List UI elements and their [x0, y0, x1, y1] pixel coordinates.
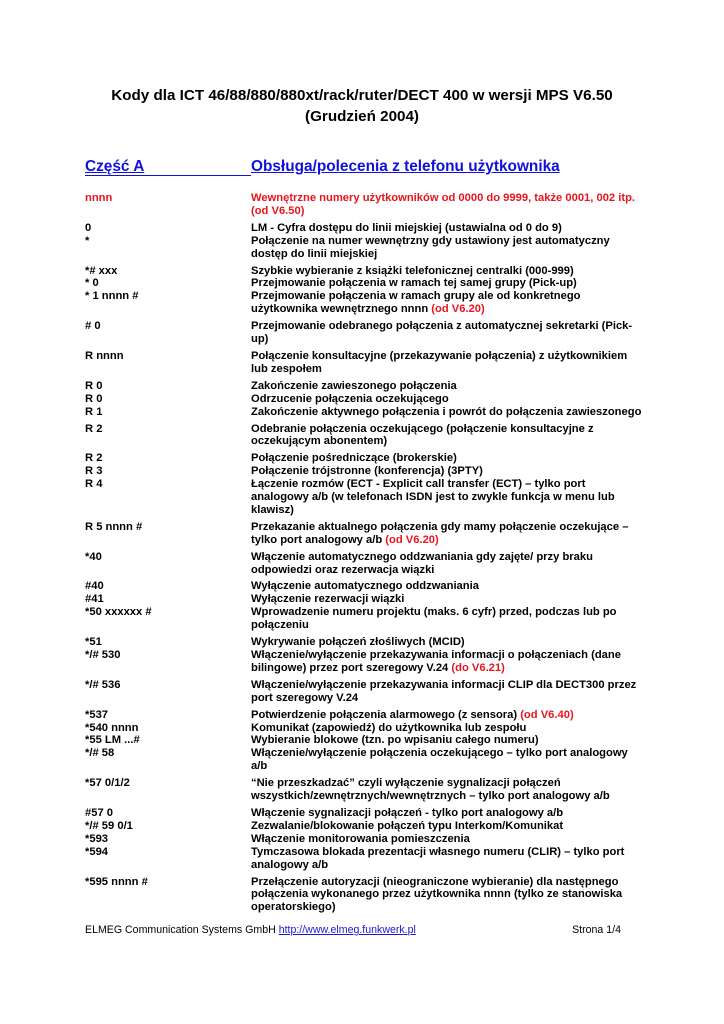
- row-description-text: Połączenie pośredniczące (brokerskie): [251, 452, 457, 465]
- row-code: */# 58: [85, 747, 115, 760]
- table-row: [85, 679, 645, 705]
- row-code: #40: [85, 580, 104, 593]
- table-row: [85, 277, 645, 290]
- row-code: *537: [85, 708, 109, 721]
- row-description-text: Szybkie wybieranie z książki telefonicznej centralki (000-999): [251, 264, 574, 277]
- row-description-text: Wprowadzenie numeru projektu (maks. 6 cyfr) przed, podczas lub po połączeniu: [251, 606, 617, 632]
- row-code: R 0: [85, 392, 103, 405]
- codes-table: [85, 192, 645, 914]
- title-line-1: Kody dla ICT 46/88/880/880xt/rack/ruter/DECT 400 w wersji MPS V6.50: [111, 87, 613, 104]
- row-description-text: Przejmowanie połączenia w ramach grupy ale od konkretnego użytkownika wewnętrznego nnnn: [251, 290, 581, 316]
- row-description: [251, 192, 645, 218]
- version-note: (od V6.20): [385, 533, 439, 546]
- table-row: [85, 380, 645, 393]
- table-row: [85, 265, 645, 278]
- row-code: */# 536: [85, 678, 121, 691]
- table-row: [85, 722, 645, 735]
- row-code: *55 LM ...#: [85, 734, 140, 747]
- row-code: #41: [85, 593, 104, 606]
- row-description: [251, 649, 645, 675]
- row-code: *540 nnnn: [85, 721, 139, 734]
- row-description: [251, 423, 645, 449]
- row-description: [251, 709, 645, 722]
- row-code: * 0: [85, 277, 99, 290]
- table-row: [85, 222, 645, 235]
- row-code: 0: [85, 221, 92, 234]
- row-description: [251, 393, 645, 406]
- table-row: [85, 593, 645, 606]
- row-description: [251, 452, 645, 465]
- row-code: R 2: [85, 422, 103, 435]
- version-note: (do V6.21): [451, 661, 505, 674]
- table-row: [85, 747, 645, 773]
- row-code: *595 nnnn #: [85, 875, 148, 888]
- table-row: [85, 636, 645, 649]
- row-description-text: Przekazanie aktualnego połączenia gdy mamy połączenie oczekujące – tylko port analogowy a/b: [251, 520, 629, 546]
- row-description: [251, 235, 645, 261]
- row-code: R nnnn: [85, 349, 124, 362]
- table-row: [85, 192, 645, 218]
- row-description-text: Wyłączenie automatycznego oddzwaniania: [251, 580, 479, 593]
- row-description-text: Łączenie rozmów (ECT - Explicit call transfer (ECT) – tylko port analogowy a/b (w telefonach ISDN jest to zwykle funkcja w menu lub klawisz): [251, 478, 615, 516]
- row-description: [251, 478, 645, 517]
- table-row: [85, 423, 645, 449]
- row-description: [251, 593, 645, 606]
- table-row: [85, 820, 645, 833]
- row-description: [251, 777, 645, 803]
- row-description: [251, 747, 645, 773]
- row-code: * 1 nnnn #: [85, 290, 139, 303]
- row-description-text: Tymczasowa blokada prezentacji własnego numeru (CLIR) – tylko port analogowy a/b: [251, 845, 625, 871]
- row-description-text: Włączenie/wyłączenie przekazywania informacji o połączeniach (dane bilingowe) przez port szeregowy V.24: [251, 649, 621, 674]
- row-code: R 5 nnnn #: [85, 520, 143, 533]
- row-code: R 4: [85, 478, 103, 491]
- row-code: R 0: [85, 379, 103, 392]
- row-code: *40: [85, 550, 102, 563]
- row-code: R 3: [85, 465, 103, 478]
- row-description: [251, 606, 645, 632]
- row-description-text: Odrzucenie połączenia oczekującego: [251, 392, 449, 405]
- table-row: [85, 235, 645, 261]
- row-description: [251, 580, 645, 593]
- row-description-text: “Nie przeszkadzać” czyli wyłączenie sygnalizacji połączeń wszystkich/zewnętrznych/wewnętrznych – tylko port analogowy a/b: [251, 777, 610, 803]
- row-description: [251, 636, 645, 649]
- table-row: [85, 478, 645, 517]
- row-code: nnnn: [85, 192, 113, 204]
- table-row: [85, 521, 645, 547]
- row-description: [251, 876, 645, 915]
- row-description: [251, 846, 645, 872]
- row-description-text: Włączenie sygnalizacji połączeń - tylko port analogowy a/b: [251, 806, 564, 819]
- table-row: [85, 393, 645, 406]
- row-code: *593: [85, 832, 109, 845]
- row-description: [251, 320, 645, 346]
- row-code: *51: [85, 636, 102, 649]
- table-row: [85, 876, 645, 915]
- row-description-text: Zakończenie aktywnego połączenia i powrót do połączenia zawieszonego: [251, 405, 642, 418]
- row-description: [251, 807, 645, 820]
- footer-url-link[interactable]: http://www.elmeg.funkwerk.pl: [278, 924, 416, 936]
- row-code: *594: [85, 845, 109, 858]
- row-description: [251, 820, 645, 833]
- table-row: [85, 846, 645, 872]
- table-row: [85, 320, 645, 346]
- table-row: [85, 290, 645, 316]
- row-description-text: Komunikat (zapowiedź) do użytkownika lub zespołu: [251, 721, 527, 734]
- row-description: [251, 380, 645, 393]
- row-description-text: Przejmowanie połączenia w ramach tej samej grupy (Pick-up): [251, 277, 577, 290]
- row-code: *57 0/1/2: [85, 777, 130, 790]
- version-note: (od V6.20): [431, 303, 485, 316]
- row-code: */# 530: [85, 649, 121, 661]
- table-row: [85, 580, 645, 593]
- section-heading: [85, 158, 639, 178]
- section-part-label: Część A: [85, 158, 145, 175]
- row-description-text: Odebranie połączenia oczekującego (połączenie konsultacyjne z oczekującym abonentem): [251, 422, 594, 448]
- row-code: R 1: [85, 405, 103, 418]
- row-description-text: Wyłączenie rezerwacji wiązki: [251, 593, 405, 606]
- footer-page-number: Strona 1/4: [572, 924, 621, 936]
- row-description-text: Włączenie/wyłączenie przekazywania informacji CLIP dla DECT300 przez port szeregowy V.24: [251, 678, 637, 704]
- section-underline: [85, 175, 251, 176]
- row-description-text: Zakończenie zawieszonego połączenia: [251, 379, 457, 392]
- table-row: [85, 649, 645, 675]
- table-row: [85, 734, 645, 747]
- row-description-text: Włączenie/wyłączenie połączenia oczekującego – tylko port analogowy a/b: [251, 747, 628, 773]
- table-row: [85, 350, 645, 376]
- row-description-text: Zezwalanie/blokowanie połączeń typu Interkom/Komunikat: [251, 819, 564, 832]
- row-description: [251, 734, 645, 747]
- footer-company-name: ELMEG Communication Systems GmbH: [85, 924, 279, 936]
- table-row: [85, 452, 645, 465]
- version-note: (od V6.40): [520, 708, 574, 721]
- row-description-text: Połączenie trójstronne (konferencja) (3PTY): [251, 465, 483, 478]
- row-description-text: Wybieranie blokowe (tzn. po wpisaniu całego numeru): [251, 734, 539, 747]
- row-code: *: [85, 234, 90, 247]
- row-description: [251, 679, 645, 705]
- section-description: Obsługa/polecenia z telefonu użytkownika: [251, 158, 560, 175]
- table-row: [85, 406, 645, 419]
- table-row: [85, 833, 645, 846]
- row-description-text: Potwierdzenie połączenia alarmowego (z sensora): [251, 708, 521, 721]
- table-row: [85, 777, 645, 803]
- row-description-text: LM - Cyfra dostępu do linii miejskiej (ustawialna od 0 do 9): [251, 221, 562, 234]
- row-description: [251, 722, 645, 735]
- row-description: [251, 465, 645, 478]
- table-row: [85, 551, 645, 577]
- row-description: [251, 265, 645, 278]
- row-code: */# 59 0/1: [85, 819, 133, 832]
- title-line-2: (Grudzień 2004): [305, 108, 419, 125]
- row-description: [251, 551, 645, 577]
- row-description-text: Włączenie automatycznego oddzwaniania gdy zajęte/ przy braku odpowiedzi oraz rezerwacja wiązki: [251, 550, 593, 576]
- table-row: [85, 807, 645, 820]
- row-description-text: Włączenie monitorowania pomieszczenia: [251, 832, 470, 845]
- row-description: [251, 406, 645, 419]
- row-code: # 0: [85, 320, 101, 333]
- row-description: [251, 350, 645, 376]
- row-description: [251, 290, 645, 316]
- row-code: #57 0: [85, 806, 113, 819]
- row-description: [251, 277, 645, 290]
- row-code: *50 xxxxxx #: [85, 606, 152, 619]
- row-description: [251, 521, 645, 547]
- table-row: [85, 709, 645, 722]
- row-description-text: Wykrywanie połączeń złośliwych (MCID): [251, 636, 465, 649]
- row-description-text: Wewnętrzne numery użytkowników od 0000 do 9999, także 0001, 002 itp. (od V6.50): [251, 192, 636, 217]
- document-title: [0, 85, 724, 127]
- row-description-text: Przejmowanie odebranego połączenia z automatycznej sekretarki (Pick-up): [251, 320, 633, 346]
- row-description: [251, 833, 645, 846]
- table-row: [85, 606, 645, 632]
- row-description: [251, 222, 645, 235]
- row-code: R 2: [85, 452, 103, 465]
- row-description-text: Połączenie konsultacyjne (przekazywanie połączenia) z użytkownikiem lub zespołem: [251, 349, 628, 375]
- row-code: *# xxx: [85, 264, 118, 277]
- row-description-text: Przełączenie autoryzacji (nieograniczone wybieranie) dla następnego połączenia wykonanego przez użytkownika nnnn (tylko ze stanowiska operatorskiego): [251, 875, 623, 914]
- footer-company: [85, 924, 416, 936]
- row-description-text: Połączenie na numer wewnętrzny gdy ustawiony jest automatyczny dostęp do linii miejskiej: [251, 234, 610, 260]
- table-row: [85, 465, 645, 478]
